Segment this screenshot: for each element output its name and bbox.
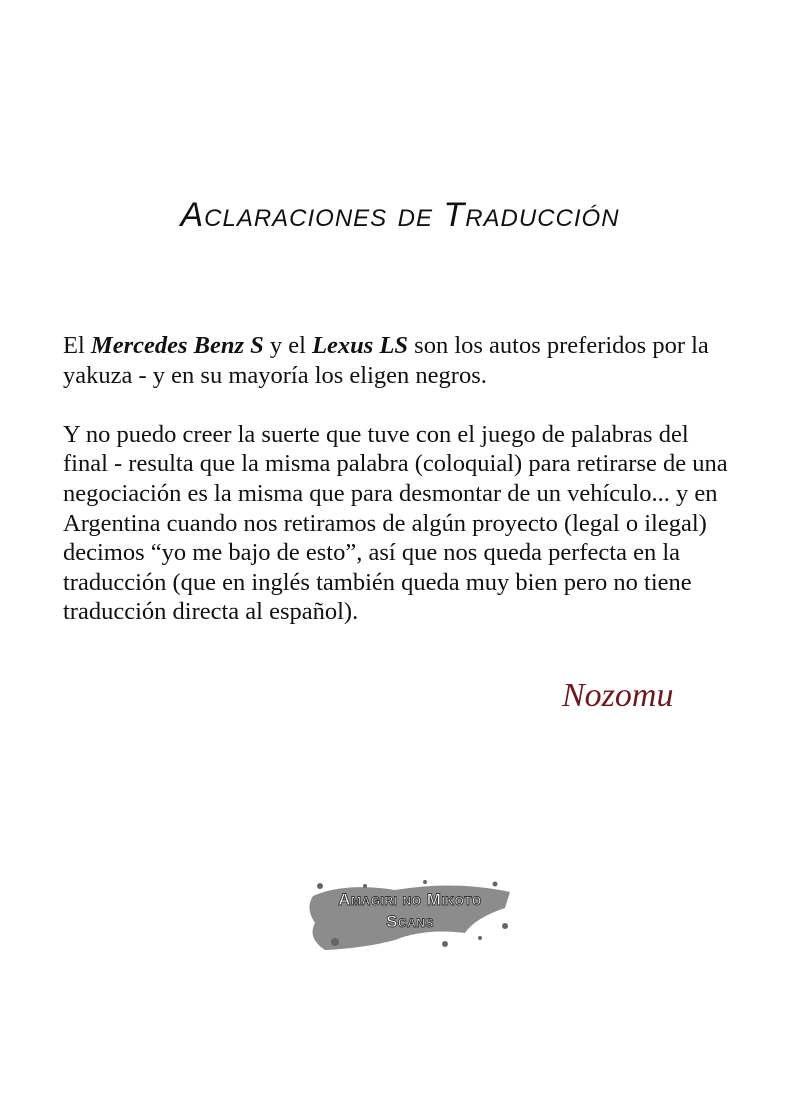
paragraph-line <box>63 331 763 361</box>
page-title: Aclaraciones de Traducción <box>180 196 620 234</box>
paragraph-line: final - resulta que la misma palabra (coloquial) para retirarse de una <box>63 450 728 478</box>
document-body <box>63 331 763 657</box>
logo-title: Amagiri no Mikoto <box>338 890 482 909</box>
paragraph-line: traducción directa al español). <box>63 598 359 626</box>
car-name-mercedes: Mercedes Benz S <box>90 332 264 359</box>
paragraph-line: Y no puedo creer la suerte que tuve con el juego de palabras del <box>63 420 689 448</box>
text: El <box>63 332 91 359</box>
paragraph-line: Argentina cuando nos retiramos de algún proyecto (legal o ilegal) <box>63 509 707 537</box>
text: son los autos preferidos por la <box>408 332 709 359</box>
paragraph-2 <box>63 420 763 627</box>
paragraph-line: decimos “yo me bajo de esto”, así que nos queda perfecta en la <box>63 539 681 567</box>
paragraph-line: traducción (que en inglés también queda muy bien pero no tiene <box>63 568 692 596</box>
text: y el <box>263 332 313 359</box>
paragraph-line: negociación es la misma que para desmontar de un vehículo... y en <box>63 479 718 507</box>
signature: Nozomu <box>562 677 674 714</box>
scanlation-logo <box>305 878 515 953</box>
logo-subtitle: Scans <box>386 912 434 931</box>
car-name-lexus: Lexus LS <box>312 332 409 359</box>
paragraph-line: yakuza - y en su mayoría los eligen negros. <box>63 361 487 389</box>
paragraph-1 <box>63 331 763 390</box>
